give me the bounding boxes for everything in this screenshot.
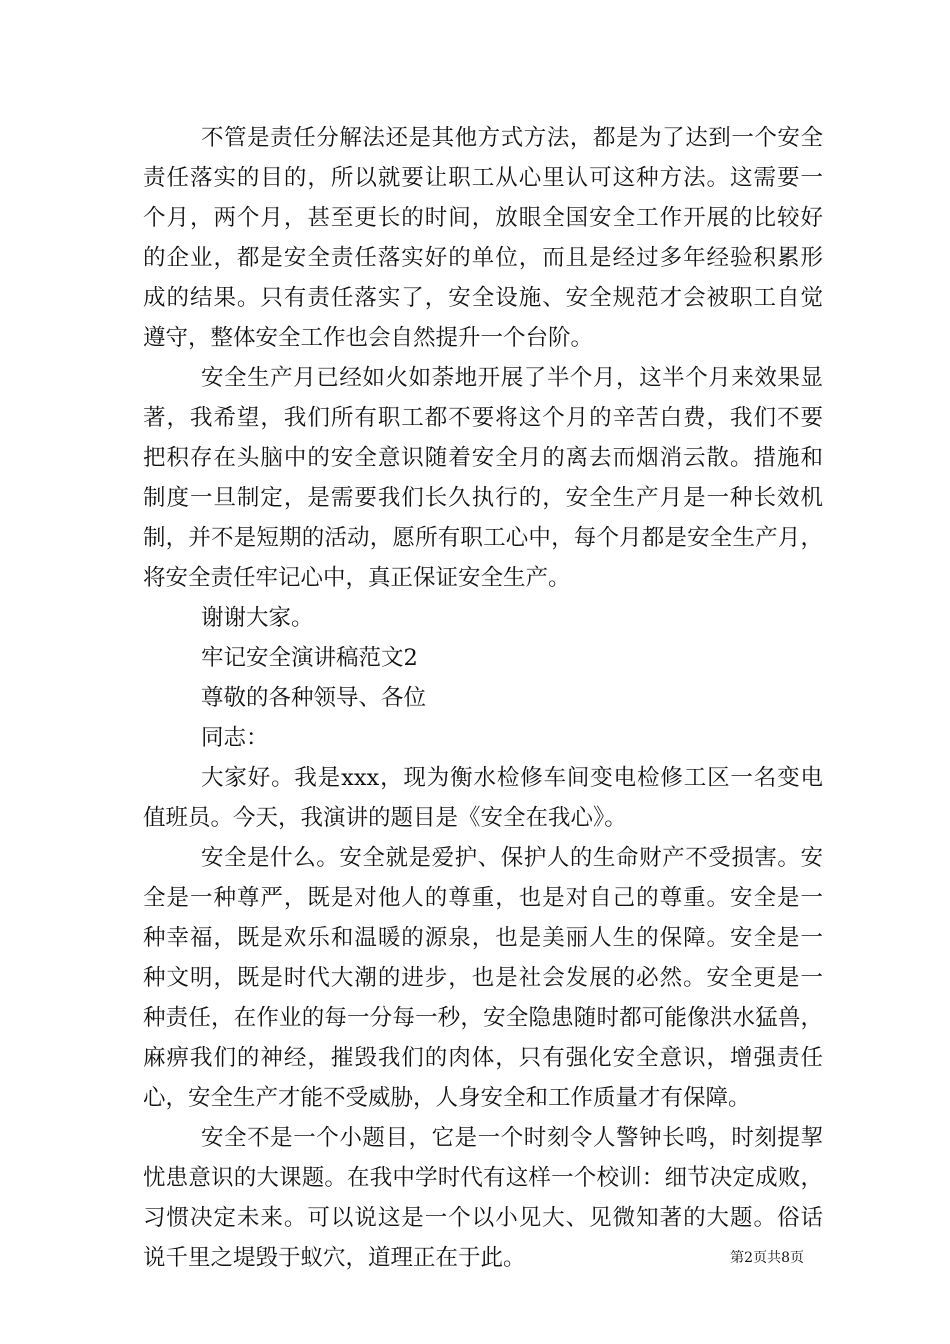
text-line: 说千里之堤毁于蚁穴，道理正在于此。 <box>143 1245 526 1271</box>
text-line: 习惯决定未来。可以说这是一个以小见大、见微知著的大题。俗话 <box>143 1205 823 1231</box>
salutation-line: 同志： <box>201 725 269 751</box>
text-line: 个月，两个月，甚至更长的时间，放眼全国安全工作开展的比较好 <box>143 205 823 231</box>
text-line: 不管是责任分解法还是其他方式方法，都是为了达到一个安全 <box>201 125 823 151</box>
document-body <box>143 118 823 1278</box>
text-line: 种幸福，既是欢乐和温暖的源泉，也是美丽人生的保障。安全是一 <box>143 925 823 951</box>
salutation-line: 尊敬的各种领导、各位 <box>201 685 427 711</box>
text-line: 制度一旦制定，是需要我们长久执行的，安全生产月是一种长效机 <box>143 485 823 511</box>
text-line: 安全不是一个小题目，它是一个时刻令人警钟长鸣，时刻提挈 <box>201 1125 823 1151</box>
text-line: 麻痹我们的神经，摧毁我们的肉体，只有强化安全意识，增强责任 <box>143 1045 823 1071</box>
text-line: 值班员。今天，我演讲的题目是《安全在我心》。 <box>143 805 627 831</box>
text-line: 安全是什么。安全就是爱护、保护人的生命财产不受损害。安 <box>201 845 823 871</box>
text-line: 责任落实的目的，所以就要让职工从心里认可这种方法。这需要一 <box>143 165 823 191</box>
text-line: 大家好。我是xxx，现为衡水检修车间变电检修工区一名变电 <box>201 765 823 791</box>
text-line: 著，我希望，我们所有职工都不要将这个月的辛苦白费，我们不要 <box>143 405 823 431</box>
text-line: 制，并不是短期的活动，愿所有职工心中，每个月都是安全生产月， <box>143 525 823 551</box>
text-line: 把积存在头脑中的安全意识随着安全月的离去而烟消云散。措施和 <box>143 445 823 471</box>
text-line: 种责任，在作业的每一分每一秒，安全隐患随时都可能像洪水猛兽， <box>143 1005 823 1031</box>
page-number: 第2页共8页 <box>730 1250 804 1266</box>
text-line: 种文明，既是时代大潮的进步，也是社会发展的必然。安全更是一 <box>143 965 823 991</box>
closing-line: 谢谢大家。 <box>201 605 314 631</box>
text-line: 心，安全生产才能不受威胁，人身安全和工作质量才有保障。 <box>143 1085 751 1111</box>
text-line: 安全生产月已经如火如荼地开展了半个月，这半个月来效果显 <box>201 365 823 391</box>
text-line: 将安全责任牢记心中，真正保证安全生产。 <box>143 565 571 591</box>
text-line: 忧患意识的大课题。在我中学时代有这样一个校训：细节决定成败， <box>143 1165 823 1191</box>
section-title: 牢记安全演讲稿范文2 <box>201 645 418 671</box>
text-line: 的企业，都是安全责任落实好的单位，而且是经过多年经验积累形 <box>143 245 823 271</box>
text-line: 遵守，整体安全工作也会自然提升一个台阶。 <box>143 325 594 351</box>
text-line: 成的结果。只有责任落实了，安全设施、安全规范才会被职工自觉 <box>143 285 823 311</box>
text-line: 全是一种尊严，既是对他人的尊重，也是对自己的尊重。安全是一 <box>143 885 823 911</box>
